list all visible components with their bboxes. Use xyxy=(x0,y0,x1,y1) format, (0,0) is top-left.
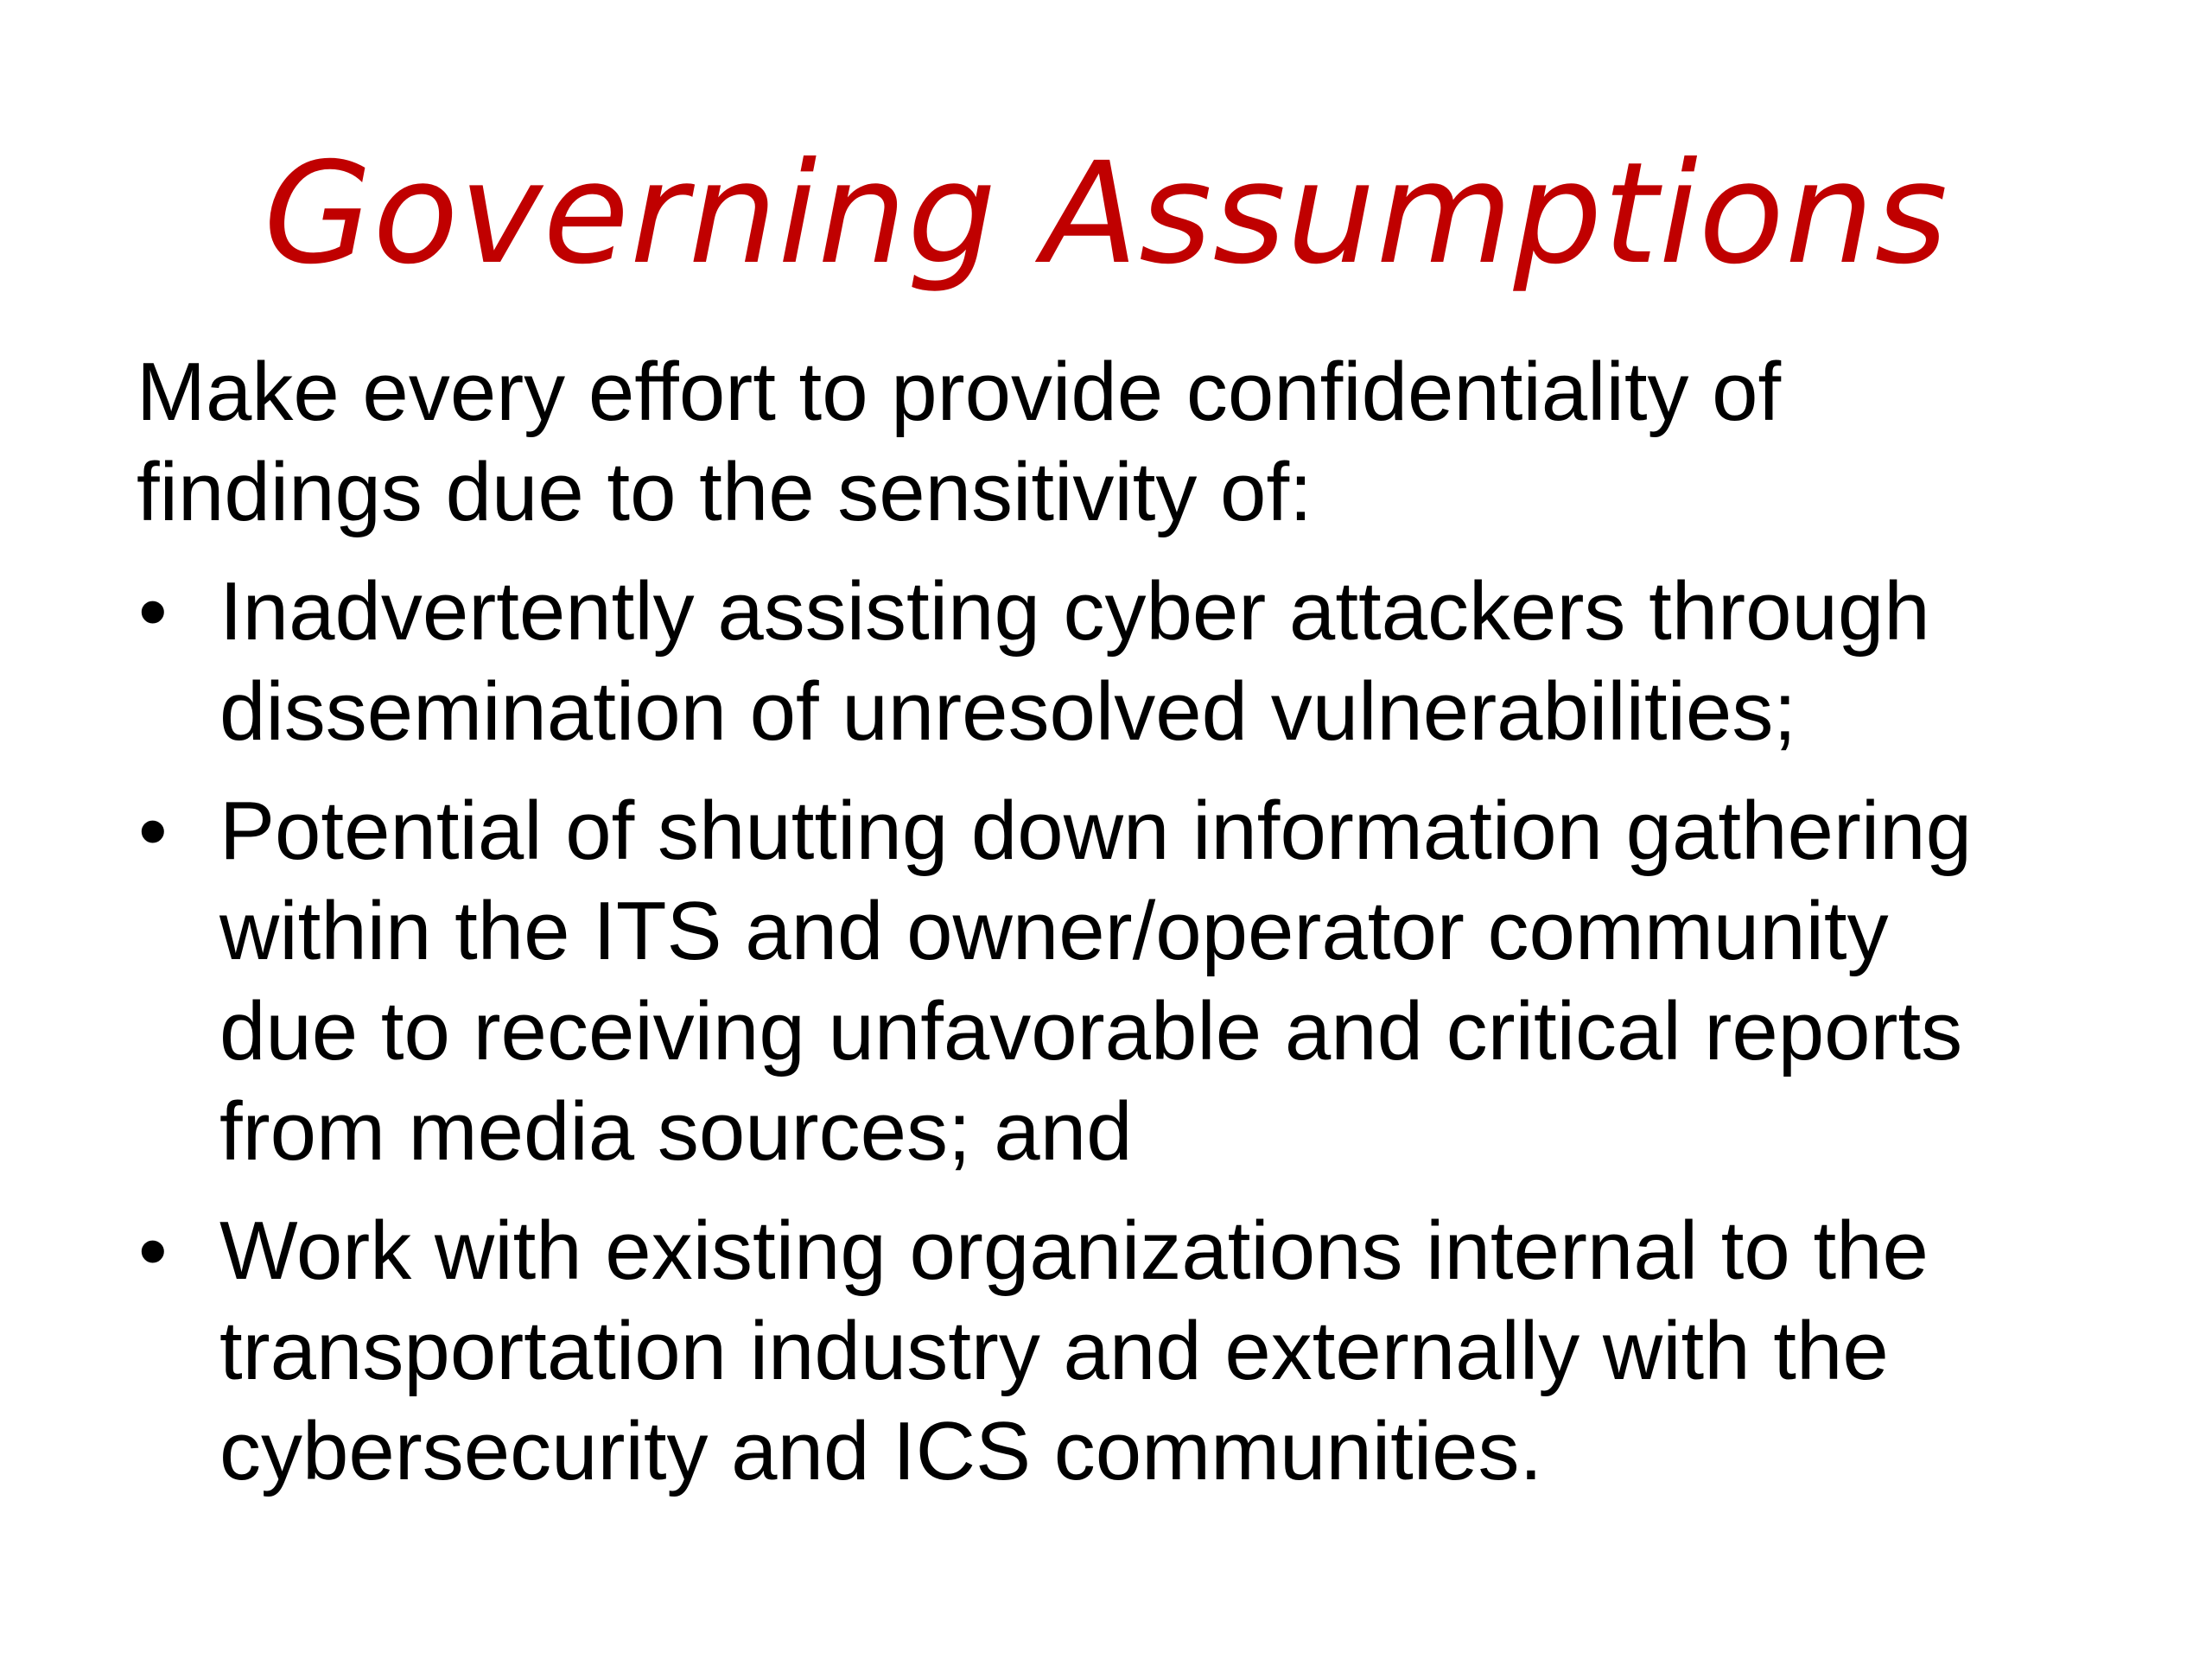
bullet-line: Inadvertently assisting cyber attackers through xyxy=(219,565,1930,658)
bullet-line: Work with existing organizations internal to the xyxy=(219,1205,1929,1297)
bullet-list xyxy=(137,562,2124,1502)
bullet-line: cybersecurity and ICS communities. xyxy=(219,1405,1543,1497)
bullet-item xyxy=(137,1201,2124,1502)
bullet-line: due to receiving unfavorable and critical reports xyxy=(219,985,1963,1077)
intro-paragraph xyxy=(137,342,2124,543)
bullet-icon: • xyxy=(138,785,168,877)
bullet-icon: • xyxy=(138,1205,168,1297)
bullet-item xyxy=(137,781,2124,1182)
bullet-line: Potential of shutting down information gathering xyxy=(219,785,1972,877)
bullet-line: within the ITS and owner/operator community xyxy=(219,885,1889,977)
bullet-item xyxy=(137,562,2124,762)
bullet-icon: • xyxy=(138,565,168,658)
bullet-line: dissemination of unresolved vulnerabilities; xyxy=(219,665,1796,758)
intro-line: findings due to the sensitivity of: xyxy=(137,446,1313,538)
bullet-line: transportation industry and externally with the xyxy=(219,1305,1889,1397)
bullet-line: from media sources; and xyxy=(219,1085,1133,1178)
slide-body xyxy=(137,342,2124,1502)
intro-line: Make every effort to provide confidentiality of xyxy=(137,346,1782,438)
slide-title: Governing Assumptions xyxy=(263,133,1949,296)
